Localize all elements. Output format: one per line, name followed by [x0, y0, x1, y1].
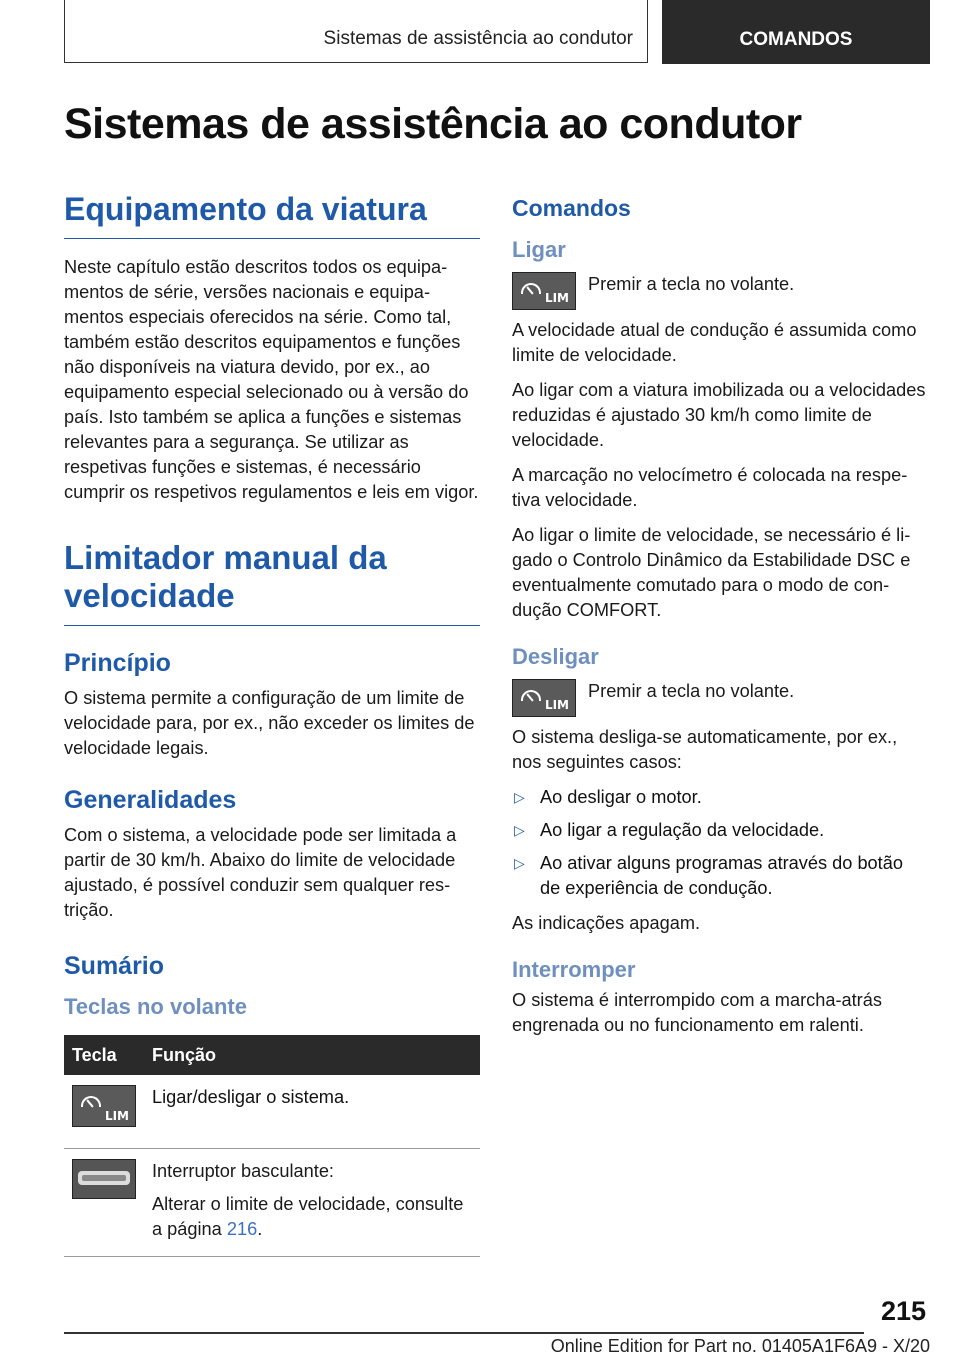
lim-button-icon: LIM [72, 1085, 136, 1127]
paragraph-ligar-1: A velocidade atual de condução é assumida como limite de velocidade. [512, 320, 917, 365]
lim-button-icon: LIM [512, 679, 576, 717]
triangle-bullet-icon: ▷ [514, 822, 525, 838]
list-item: ▷ Ao desligar o motor. [512, 785, 928, 810]
page-title: Sistemas de assistência ao condutor [64, 100, 802, 148]
page-number: 215 [880, 1296, 926, 1326]
table-cell-key [64, 1075, 144, 1149]
heading-equipamento: Equipamento da viatura [64, 190, 480, 239]
table-cell-function [144, 1149, 480, 1257]
heading-limitador: Limitador manual da velocidade [64, 539, 480, 626]
ligar-key-text: Premir a tecla no volante. [588, 274, 795, 294]
column-header-funcao: Função [144, 1035, 480, 1075]
paragraph-ligar-2: Ao ligar com a viatura imobilizada ou a velocidades reduzidas é ajustado 30 km/h como limite de velocidade. [512, 380, 926, 450]
desligar-key-text: Premir a tecla no volante. [588, 681, 795, 701]
heading-sumario: Sumário [64, 952, 165, 980]
rocker-switch-icon [72, 1159, 136, 1199]
paragraph-principio: O sistema permite a configuração de um limite de velocidade para, por ex., não exceder os limites de velocidade legais. [64, 688, 475, 758]
page-link-216[interactable]: 216 [226, 1219, 258, 1239]
paragraph-ligar-4: Ao ligar o limite de velocidade, se necessário é ligado o Controlo Dinâmico da Estabilidade DSC e eventualmente comutado para o modo de condução COMFORT. [512, 525, 911, 620]
function-rocker-label: Interruptor basculante: [152, 1161, 334, 1181]
table-cell-function: Ligar/desligar o sistema. [144, 1075, 480, 1149]
paragraph-interromper: O sistema é interrompido com a marcha-atrás engrenada ou no funcionamento em ralenti. [512, 990, 882, 1035]
desligar-list [512, 785, 928, 901]
column-header-tecla: Tecla [64, 1035, 144, 1075]
heading-principio: Princípio [64, 649, 171, 677]
heading-comandos: Comandos [512, 195, 631, 221]
triangle-bullet-icon: ▷ [514, 789, 525, 805]
list-item: ▷ Ao ligar a regulação da velocidade. [512, 818, 928, 843]
table-row [64, 1149, 480, 1257]
desligar-key-row [512, 679, 928, 717]
list-item: ▷ Ao ativar alguns programas através do botão de experiência de condução. [514, 853, 903, 898]
left-column [64, 190, 480, 1257]
heading-ligar: Ligar [512, 237, 566, 262]
footer-edition: Online Edition for Part no. 01405A1F6A9 - X/20 [550, 1336, 930, 1356]
heading-generalidades: Generalidades [64, 786, 237, 814]
function-rocker-desc: Alterar o limite de velocidade, consulte a página 216. [152, 1194, 464, 1239]
table-cell-key [64, 1149, 144, 1257]
paragraph-indicacoes: As indicações apagam. [512, 913, 701, 933]
footer-divider [64, 1332, 864, 1334]
paragraph-desligar: O sistema desliga-se automaticamente, por ex., nos seguintes casos: [512, 727, 898, 772]
paragraph-equipamento: Neste capítulo estão descritos todos os equipamentos de série, versões nacionais e equipamentos especiais oferecidos na série. Como tal, também estão descritos equipamentos e funções não disponíveis na viatura devido, por ex., ao equipamento especial selecionado ou à versão do país. Isto também se aplica a funções e sistemas relevantes para a segurança. Se utilizar as respetivas funções e sistemas, é necessário cumprir os respetivos regulamentos e leis em vigor. [64, 257, 479, 502]
lim-button-icon: LIM [512, 272, 576, 310]
page-header [64, 0, 930, 64]
heading-desligar: Desligar [512, 644, 599, 669]
keys-table [64, 1035, 480, 1257]
paragraph-ligar-3: A marcação no velocímetro é colocada na respetiva velocidade. [512, 465, 908, 510]
ligar-key-row [512, 272, 928, 310]
right-column [512, 190, 928, 1048]
heading-teclas: Teclas no volante [64, 994, 247, 1019]
header-chapter-tab[interactable]: COMANDOS [662, 0, 930, 64]
triangle-bullet-icon: ▷ [514, 855, 525, 871]
heading-interromper: Interromper [512, 957, 636, 982]
table-row [64, 1075, 480, 1149]
paragraph-generalidades: Com o sistema, a velocidade pode ser limitada a partir de 30 km/h. Abaixo do limite de velocidade ajustado, é possível conduzir sem qualquer restrição. [64, 825, 457, 920]
header-section-title: Sistemas de assistência ao condutor [64, 0, 648, 63]
